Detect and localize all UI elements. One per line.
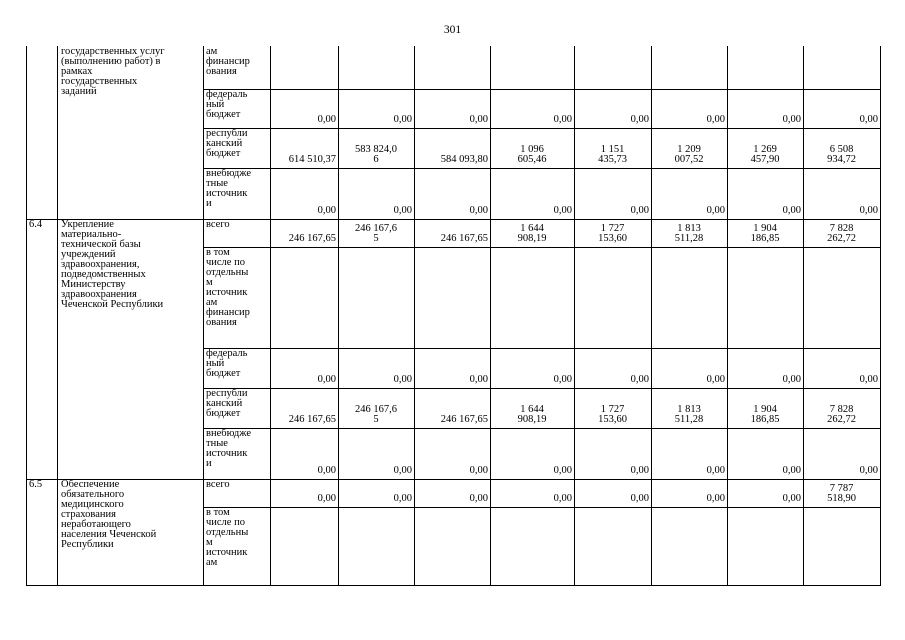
amount-cell: 0,00 <box>782 493 801 504</box>
amount-cell: 0,00 <box>706 465 725 476</box>
amount-cell: 1 727 153,60 <box>598 223 627 244</box>
amount-cell: 7 828 262,72 <box>827 223 856 244</box>
funding-source: республи канский бюджет <box>206 128 248 159</box>
amount-cell: 584 093,80 <box>440 154 488 165</box>
amount-cell: 0,00 <box>393 493 412 504</box>
amount-cell: 0,00 <box>630 465 649 476</box>
source-line <box>203 247 881 248</box>
column-line <box>414 46 415 586</box>
amount-cell: 1 644 908,19 <box>517 404 547 425</box>
row-number: 6.4 <box>29 219 43 230</box>
source-line <box>203 388 881 389</box>
amount-cell: 1 269 457,90 <box>750 144 780 165</box>
amount-cell: 0,00 <box>630 374 649 385</box>
amount-cell: 0,00 <box>317 374 336 385</box>
column-line <box>880 46 881 586</box>
amount-cell: 1 151 435,73 <box>598 144 627 165</box>
amount-cell: 0,00 <box>553 465 572 476</box>
row-name: Обеспечение обязательного медицинского страхования неработающего населения Чеченской Республики <box>61 479 157 550</box>
amount-cell: 0,00 <box>859 205 878 216</box>
amount-cell: 0,00 <box>469 205 488 216</box>
page-number: 301 <box>443 24 462 36</box>
amount-cell: 583 824,0 6 <box>355 144 397 165</box>
source-line <box>203 128 881 129</box>
amount-cell: 0,00 <box>317 114 336 125</box>
amount-cell: 0,00 <box>782 374 801 385</box>
amount-cell: 1 727 153,60 <box>598 404 627 425</box>
amount-cell: 0,00 <box>393 374 412 385</box>
amount-cell: 1 813 511,28 <box>674 404 704 425</box>
source-line <box>203 89 881 90</box>
funding-source: внебюдже тные источник и <box>206 168 252 209</box>
amount-cell: 246 167,65 <box>288 414 336 425</box>
funding-source: в том числе по отдельны м источник ам финансир ования <box>206 247 250 328</box>
amount-cell: 0,00 <box>393 465 412 476</box>
source-line <box>203 168 881 169</box>
funding-source: внебюдже тные источник и <box>206 428 252 469</box>
amount-cell: 0,00 <box>630 493 649 504</box>
column-line <box>338 46 339 586</box>
funding-source: всего <box>206 219 230 230</box>
amount-cell: 1 813 511,28 <box>674 223 704 244</box>
amount-cell: 0,00 <box>782 114 801 125</box>
source-line <box>203 507 881 508</box>
column-line <box>574 46 575 586</box>
column-line <box>26 46 27 586</box>
amount-cell: 246 167,6 5 <box>355 404 397 425</box>
amount-cell: 0,00 <box>706 114 725 125</box>
amount-cell: 0,00 <box>317 205 336 216</box>
amount-cell: 246 167,65 <box>288 233 336 244</box>
amount-cell: 0,00 <box>782 465 801 476</box>
amount-cell: 0,00 <box>393 114 412 125</box>
amount-cell: 1 209 007,52 <box>674 144 704 165</box>
amount-cell: 246 167,6 5 <box>355 223 397 244</box>
source-line <box>203 348 881 349</box>
amount-cell: 0,00 <box>630 114 649 125</box>
amount-cell: 0,00 <box>706 205 725 216</box>
amount-cell: 246 167,65 <box>440 414 488 425</box>
amount-cell: 0,00 <box>393 205 412 216</box>
row-name: Укрепление материально- технической базы учреждений здравоохранения, подведомственных Министерству здравоохранения Чеченской Республики <box>61 219 164 310</box>
column-line <box>651 46 652 586</box>
amount-cell: 614 510,37 <box>288 154 336 165</box>
source-line <box>203 428 881 429</box>
amount-cell: 7 828 262,72 <box>827 404 856 425</box>
funding-source: федераль ный бюджет <box>206 89 248 120</box>
amount-cell: 0,00 <box>782 205 801 216</box>
funding-source: в том числе по отдельны м источник ам <box>206 507 249 568</box>
amount-cell: 0,00 <box>317 465 336 476</box>
funding-source: республи канский бюджет <box>206 388 248 419</box>
amount-cell: 1 644 908,19 <box>517 223 547 244</box>
amount-cell: 0,00 <box>553 114 572 125</box>
amount-cell: 0,00 <box>553 205 572 216</box>
amount-cell: 0,00 <box>706 374 725 385</box>
amount-cell: 0,00 <box>706 493 725 504</box>
column-line <box>803 46 804 586</box>
amount-cell: 0,00 <box>630 205 649 216</box>
amount-cell: 0,00 <box>553 493 572 504</box>
amount-cell: 0,00 <box>469 374 488 385</box>
amount-cell: 0,00 <box>469 493 488 504</box>
column-line <box>490 46 491 586</box>
amount-cell: 0,00 <box>859 374 878 385</box>
amount-cell: 0,00 <box>469 114 488 125</box>
funding-source: федераль ный бюджет <box>206 348 248 379</box>
amount-cell: 0,00 <box>469 465 488 476</box>
funding-source: всего <box>206 479 230 490</box>
amount-cell: 6 508 934,72 <box>827 144 856 165</box>
table-bottom-line <box>26 585 881 586</box>
amount-cell: 1 904 186,85 <box>750 404 780 425</box>
funding-source: ам финансир ования <box>206 46 250 77</box>
amount-cell: 0,00 <box>859 114 878 125</box>
amount-cell: 0,00 <box>317 493 336 504</box>
row-name: государственных услуг (выполнению работ) в рамках государственных заданий <box>61 46 165 97</box>
row-number: 6.5 <box>29 479 43 490</box>
amount-cell: 7 787 518,90 <box>827 483 856 504</box>
amount-cell: 1 904 186,85 <box>750 223 780 244</box>
amount-cell: 246 167,65 <box>440 233 488 244</box>
column-line <box>727 46 728 586</box>
amount-cell: 0,00 <box>859 465 878 476</box>
column-line <box>57 46 58 586</box>
amount-cell: 1 096 605,46 <box>517 144 547 165</box>
amount-cell: 0,00 <box>553 374 572 385</box>
